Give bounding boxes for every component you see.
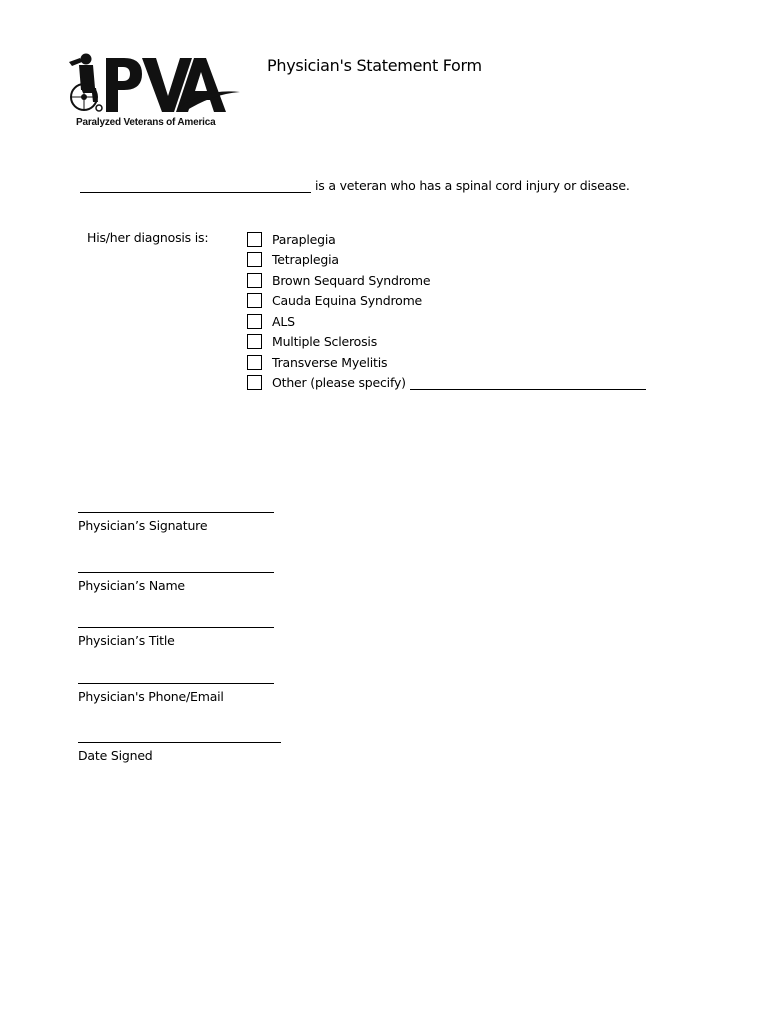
physician-title-block bbox=[78, 626, 274, 648]
option-cauda-equina-syndrome[interactable] bbox=[247, 291, 646, 312]
checkbox[interactable] bbox=[247, 314, 262, 329]
option-transverse-myelitis[interactable] bbox=[247, 352, 646, 373]
physician-title-label: Physician’s Title bbox=[78, 633, 175, 648]
physician-title-field[interactable] bbox=[78, 626, 274, 628]
checkbox[interactable] bbox=[247, 334, 262, 349]
option-multiple-sclerosis[interactable] bbox=[247, 332, 646, 353]
option-paraplegia[interactable] bbox=[247, 229, 646, 250]
physician-signature-label: Physician’s Signature bbox=[78, 518, 208, 533]
diagnosis-label: His/her diagnosis is: bbox=[87, 230, 209, 245]
option-label: Paraplegia bbox=[272, 231, 336, 247]
veteran-statement bbox=[80, 178, 630, 193]
physician-contact-block bbox=[78, 682, 274, 704]
option-label: Multiple Sclerosis bbox=[272, 334, 378, 350]
statement-text: is a veteran who has a spinal cord injury or disease. bbox=[315, 178, 630, 193]
physician-signature-block bbox=[78, 511, 274, 533]
option-label: Brown Sequard Syndrome bbox=[272, 272, 431, 288]
date-signed-label: Date Signed bbox=[78, 748, 153, 763]
option-other[interactable] bbox=[247, 373, 646, 394]
veteran-name-field[interactable] bbox=[80, 178, 311, 193]
checkbox[interactable] bbox=[247, 375, 262, 390]
checkbox[interactable] bbox=[247, 273, 262, 288]
option-tetraplegia[interactable] bbox=[247, 250, 646, 271]
checkbox[interactable] bbox=[247, 252, 262, 267]
diagnosis-options bbox=[247, 229, 646, 393]
option-brown-sequard-syndrome[interactable] bbox=[247, 270, 646, 291]
option-label: Tetraplegia bbox=[272, 252, 339, 268]
date-signed-block bbox=[78, 741, 281, 763]
other-specify-field[interactable] bbox=[410, 376, 646, 390]
checkbox[interactable] bbox=[247, 232, 262, 247]
physician-contact-label: Physician's Phone/Email bbox=[78, 689, 224, 704]
physician-name-field[interactable] bbox=[78, 571, 274, 573]
saluting-veteran-in-wheelchair-icon bbox=[66, 50, 240, 116]
physician-name-label: Physician’s Name bbox=[78, 578, 185, 593]
option-label: Other (please specify) bbox=[272, 375, 406, 391]
option-label: Transverse Myelitis bbox=[272, 354, 388, 370]
option-als[interactable] bbox=[247, 311, 646, 332]
logo-caption: Paralyzed Veterans of America bbox=[76, 117, 216, 128]
checkbox[interactable] bbox=[247, 355, 262, 370]
physician-name-block bbox=[78, 571, 274, 593]
pva-logo bbox=[66, 50, 240, 134]
option-label: Cauda Equina Syndrome bbox=[272, 293, 423, 309]
physician-contact-field[interactable] bbox=[78, 682, 274, 684]
physician-signature-field[interactable] bbox=[78, 511, 274, 513]
checkbox[interactable] bbox=[247, 293, 262, 308]
page-title: Physician's Statement Form bbox=[267, 56, 482, 75]
date-signed-field[interactable] bbox=[78, 741, 281, 743]
option-label: ALS bbox=[272, 313, 295, 329]
